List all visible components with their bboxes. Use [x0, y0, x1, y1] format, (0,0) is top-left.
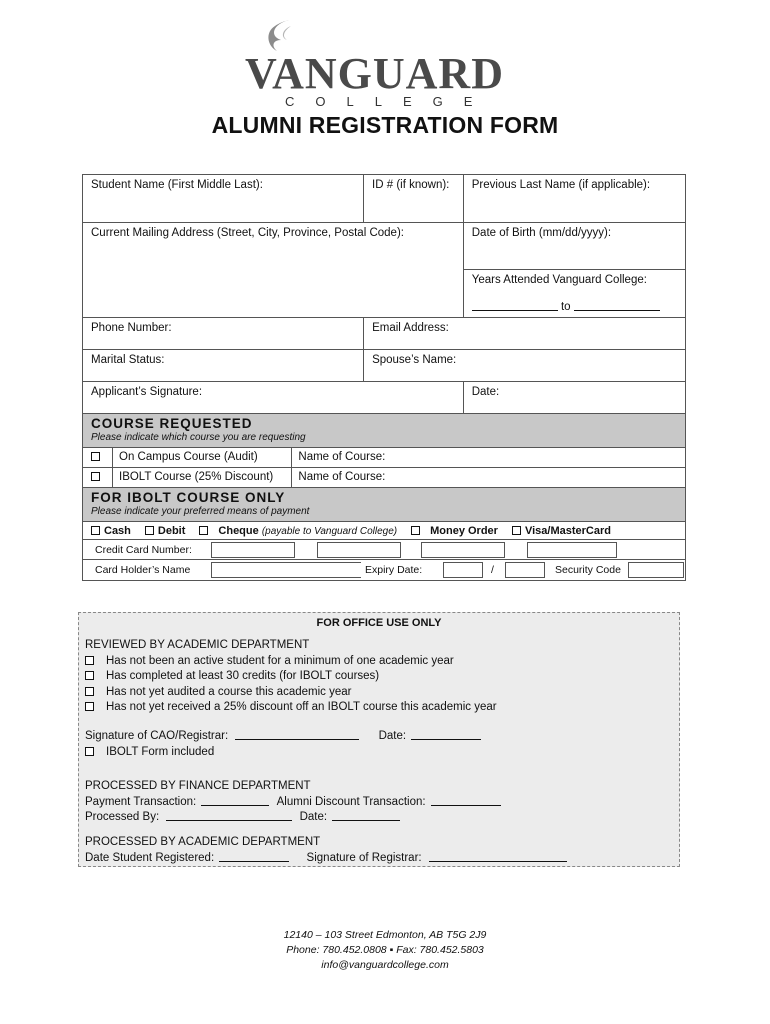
payment-visa-mastercard[interactable]: Visa/MasterCard: [512, 525, 611, 537]
row-marital: [83, 350, 685, 382]
cao-date-blank[interactable]: [411, 729, 481, 740]
checkbox-icon[interactable]: [85, 671, 94, 680]
card-number-box-2[interactable]: [317, 542, 401, 558]
checkbox-icon[interactable]: [145, 526, 154, 535]
checkbox-icon[interactable]: [85, 656, 94, 665]
checkbox-icon[interactable]: [91, 452, 100, 461]
course-requested-header: COURSE REQUESTED Please indicate which course you are requesting: [83, 414, 685, 448]
check-inactive-year[interactable]: Has not been an active student for a minimum of one academic year: [85, 654, 673, 670]
footer-address: 12140 – 103 Street Edmonton, AB T5G 2J9: [283, 929, 487, 941]
row-address: [83, 223, 685, 318]
signature-date-field[interactable]: Date:: [471, 386, 500, 398]
academic-processed-heading: PROCESSED BY ACADEMIC DEPARTMENT: [85, 835, 321, 848]
mailing-address-field[interactable]: Current Mailing Address (Street, City, Province, Postal Code):: [83, 223, 464, 317]
payment-debit[interactable]: Debit: [145, 525, 186, 537]
card-number-box-4[interactable]: [527, 542, 617, 558]
check-30-credits[interactable]: Has completed at least 30 credits (for IBOLT courses): [85, 669, 673, 685]
credit-card-number-label: Credit Card Number:: [95, 544, 192, 556]
check-no-discount[interactable]: Has not yet received a 25% discount off an IBOLT course this academic year: [85, 700, 673, 716]
payment-transaction-blank[interactable]: [201, 795, 269, 806]
years-from-blank[interactable]: [472, 300, 558, 311]
credit-card-row: [83, 540, 685, 560]
card-holder-input[interactable]: [211, 562, 361, 578]
id-number-field[interactable]: ID # (if known):: [364, 175, 464, 222]
card-holder-row: [83, 560, 685, 580]
flame-swirl-icon: [259, 18, 299, 52]
checkbox-icon[interactable]: [512, 526, 521, 535]
finance-heading: PROCESSED BY FINANCE DEPARTMENT: [85, 780, 311, 793]
cao-signature-line: Signature of CAO/Registrar: Date:: [85, 729, 673, 745]
college-logo: [245, 18, 510, 110]
registration-line: Date Student Registered: Signature of Registrar:: [85, 851, 673, 867]
academic-review-heading: REVIEWED BY ACADEMIC DEPARTMENT: [85, 639, 310, 651]
email-field[interactable]: Email Address:: [372, 322, 449, 334]
payment-cheque[interactable]: Cheque (payable to Vanguard College): [199, 525, 397, 537]
office-use-title: FOR OFFICE USE ONLY: [316, 617, 442, 629]
expiry-separator: /: [491, 564, 494, 576]
ibolt-course-label: IBOLT Course (25% Discount): [113, 468, 292, 487]
footer-email[interactable]: info@vanguardcollege.com: [321, 959, 449, 971]
ibolt-course-header: FOR IBOLT COURSE ONLY Please indicate your preferred means of payment: [83, 488, 685, 522]
processed-date-blank[interactable]: [332, 810, 400, 821]
row-signature: [83, 382, 685, 414]
form-title: ALUMNI REGISTRATION FORM: [211, 112, 559, 138]
course-option-row: [83, 468, 685, 488]
payment-options-row: [83, 522, 685, 540]
security-code-box[interactable]: [628, 562, 684, 578]
registrar-signature-blank[interactable]: [429, 851, 567, 862]
row-name: [83, 175, 685, 223]
logo-word: VANGUARD: [245, 49, 504, 98]
years-to-blank[interactable]: [574, 300, 660, 311]
on-campus-course-name[interactable]: Name of Course:: [298, 451, 386, 463]
payment-cash[interactable]: Cash: [91, 525, 131, 537]
date-registered-blank[interactable]: [219, 851, 289, 862]
card-holder-label: Card Holder’s Name: [95, 564, 191, 576]
card-number-box-3[interactable]: [421, 542, 505, 558]
registration-grid: [82, 174, 686, 581]
ibolt-form-check[interactable]: IBOLT Form included: [85, 745, 673, 761]
card-number-box-1[interactable]: [211, 542, 295, 558]
alumni-discount-blank[interactable]: [431, 795, 501, 806]
processed-by-line: Processed By: Date:: [85, 810, 673, 826]
applicant-signature-field[interactable]: Applicant’s Signature:: [83, 382, 464, 413]
footer-phone-fax: Phone: 780.452.0808 ▪ Fax: 780.452.5803: [286, 944, 484, 956]
phone-field[interactable]: Phone Number:: [83, 318, 364, 349]
checkbox-icon[interactable]: [85, 702, 94, 711]
footer-contact: [0, 928, 770, 973]
dob-years-block: [464, 223, 685, 317]
office-use-panel: [78, 612, 680, 867]
cao-signature-blank[interactable]: [235, 729, 359, 740]
payment-transaction-line: Payment Transaction: Alumni Discount Transaction:: [85, 795, 673, 811]
security-code-label: Security Code: [555, 564, 621, 576]
ibolt-course-name[interactable]: Name of Course:: [298, 471, 386, 483]
processed-by-blank[interactable]: [166, 810, 292, 821]
previous-last-name-field[interactable]: Previous Last Name (if applicable):: [471, 179, 651, 191]
marital-status-field[interactable]: Marital Status:: [83, 350, 364, 381]
check-not-audited[interactable]: Has not yet audited a course this academic year: [85, 685, 673, 701]
expiry-date-label: Expiry Date:: [365, 564, 423, 576]
expiry-year-box[interactable]: [505, 562, 545, 578]
checkbox-icon[interactable]: [85, 687, 94, 696]
checkbox-icon[interactable]: [91, 472, 100, 481]
spouse-name-field[interactable]: Spouse’s Name:: [372, 354, 457, 366]
checkbox-icon[interactable]: [411, 526, 420, 535]
checkbox-icon[interactable]: [85, 747, 94, 756]
logo-subword: COLLEGE: [285, 94, 494, 109]
on-campus-label: On Campus Course (Audit): [113, 448, 292, 467]
payment-money-order[interactable]: Money Order: [411, 525, 498, 537]
course-option-row: [83, 448, 685, 468]
student-name-field[interactable]: Student Name (First Middle Last):: [83, 175, 364, 222]
on-campus-checkbox[interactable]: [83, 448, 113, 467]
checkbox-icon[interactable]: [199, 526, 208, 535]
ibolt-course-checkbox[interactable]: [83, 468, 113, 487]
years-attended-field[interactable]: Years Attended Vanguard College: to: [464, 270, 685, 317]
checkbox-icon[interactable]: [91, 526, 100, 535]
row-contact: [83, 318, 685, 350]
expiry-month-box[interactable]: [443, 562, 483, 578]
date-of-birth-field[interactable]: Date of Birth (mm/dd/yyyy):: [464, 223, 685, 270]
